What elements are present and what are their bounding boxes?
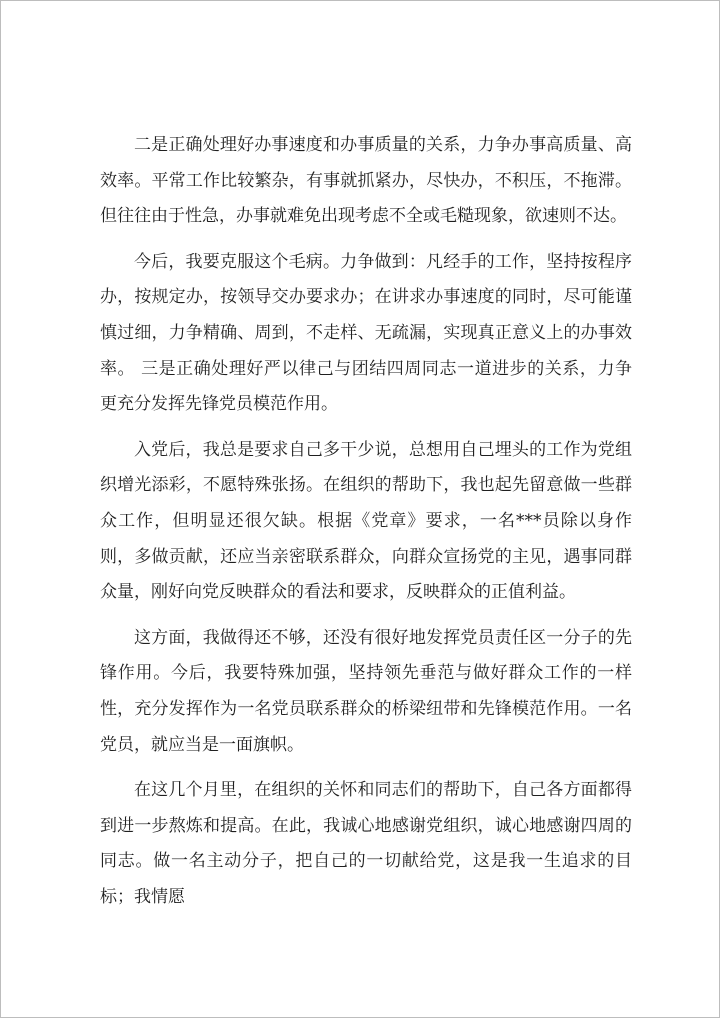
document-body (100, 128, 632, 925)
paragraph: 入党后，我总是要求自己多干少说，总想用自己埋头的工作为党组织增光添彩，不愿特殊张扬。在组织的帮助下，我也起先留意做一些群众工作，但明显还很欠缺。根据《党章》要求，一名***员除以身作则，多做贡献，还应当亲密联系群众，向群众宣扬党的主见，遇事同群众量，刚好向党反映群众的看法和要求，反映群众的正值利益。 (100, 439, 632, 603)
paragraph: 在这几个月里，在组织的关怀和同志们的帮助下，自己各方面都得到进一步熬炼和提高。在此，我诚心地感谢党组织，诚心地感谢四周的同志。做一名主动分子，把自己的一切献给党，这是我一生追求的目标；我情愿 (100, 780, 632, 907)
paragraph: 二是正确处理好办事速度和办事质量的关系，力争办事高质量、高效率。平常工作比较繁杂，有事就抓紧办，尽快办，不积压，不拖滞。但往往由于性急，办事就难免出现考虑不全或毛糙现象，欲速则不达。 (100, 135, 632, 227)
paragraph: 今后，我要克服这个毛病。力争做到：凡经手的工作，坚持按程序办，按规定办，按领导交办要求办；在讲求办事速度的同时，尽可能谨慎过细，力争精确、周到，不走样、无疏漏，实现真正意义上的办事效率。 三是正确处理好严以律己与团结四周同志一道进步的关系，力争更充分发挥先锋党员模范作用。 (100, 251, 632, 415)
paragraph: 这方面，我做得还不够，还没有很好地发挥党员责任区一分子的先锋作用。今后，我要特殊加强，坚持领先垂范与做好群众工作的一样性，充分发挥作为一名党员联系群众的桥梁纽带和先锋模范作用。一名党员，就应当是一面旗帜。 (100, 627, 632, 755)
